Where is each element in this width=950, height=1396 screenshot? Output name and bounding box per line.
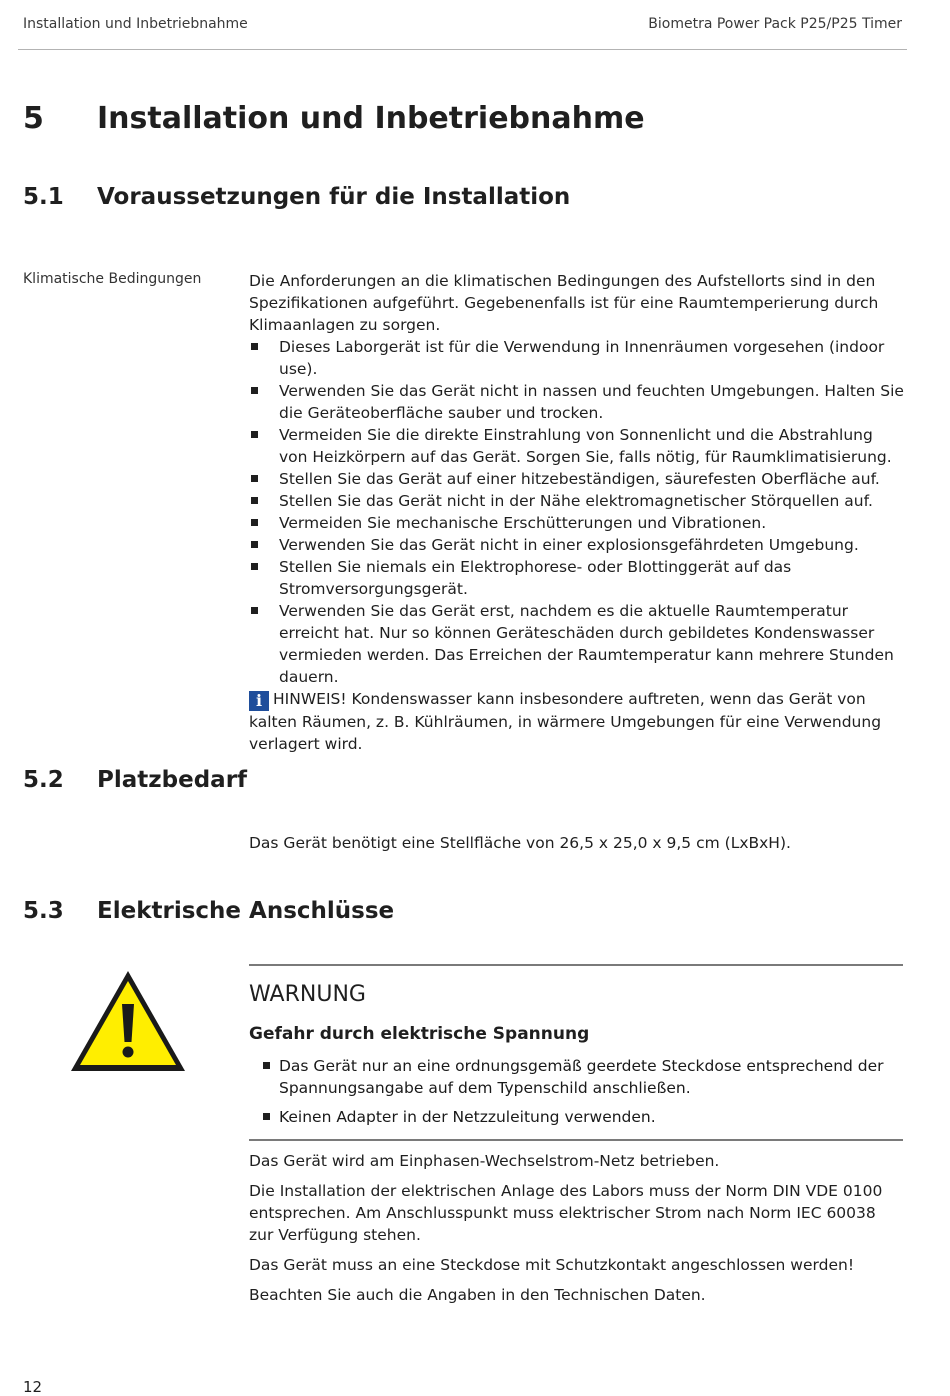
square-bullet-icon <box>251 563 258 570</box>
list-item: Stellen Sie das Gerät nicht in der Nähe elektromagnetischer Störquellen auf. <box>249 490 904 512</box>
square-bullet-icon <box>251 497 258 504</box>
square-bullet-icon <box>251 431 258 438</box>
warning-top-rule <box>249 964 903 966</box>
section-number-5-2: 5.2 <box>23 767 64 793</box>
warning-bottom-rule <box>249 1139 903 1141</box>
list-item: Stellen Sie das Gerät auf einer hitzebeständigen, säurefesten Oberfläche auf. <box>249 468 904 490</box>
square-bullet-icon <box>263 1113 270 1120</box>
square-bullet-icon <box>251 475 258 482</box>
running-header-left: Installation und Inbetriebnahme <box>23 16 248 32</box>
list-item: Stellen Sie niemals ein Elektrophorese- oder Blottinggerät auf das Stromversorgungsgerät. <box>249 556 904 600</box>
chapter-title: Installation und Inbetriebnahme <box>97 101 645 136</box>
square-bullet-icon <box>251 541 258 548</box>
paragraph: Das Gerät muss an eine Steckdose mit Schutzkontakt angeschlossen werden! <box>249 1256 855 1274</box>
square-bullet-icon <box>251 519 258 526</box>
info-icon: i <box>249 691 269 711</box>
section-number-5-3: 5.3 <box>23 898 64 924</box>
list-item: Vermeiden Sie die direkte Einstrahlung von Sonnenlicht und die Abstrahlung von Heizkörpern auf das Gerät. Sorgen Sie, falls nötig, für Raumklimatisierung. <box>249 424 904 468</box>
square-bullet-icon <box>263 1062 270 1069</box>
section-title-5-3: Elektrische Anschlüsse <box>97 898 395 924</box>
warning-title: WARNUNG <box>249 982 366 1007</box>
list-item: Das Gerät nur an eine ordnungsgemäß geerdete Steckdose entsprechend der Spannungsangabe auf dem Typenschild anschließen. <box>263 1055 903 1099</box>
square-bullet-icon <box>251 343 258 350</box>
section-5-1-body <box>249 270 904 755</box>
chapter-number: 5 <box>23 101 44 136</box>
list-item: Verwenden Sie das Gerät erst, nachdem es die aktuelle Raumtemperatur erreicht hat. Nur so können Geräteschäden durch gebildetes Kondenswasser vermieden werden. Das Erreichen der Raumtemperatur kann mehrere Stunden dauern. <box>249 600 904 688</box>
square-bullet-icon <box>251 387 258 394</box>
side-label-climate: Klimatische Bedingungen <box>23 271 202 287</box>
warning-list <box>263 1055 903 1135</box>
list-item: Dieses Laborgerät ist für die Verwendung in Innenräumen vorgesehen (indoor use). <box>249 336 904 380</box>
paragraph: Beachten Sie auch die Angaben in den Technischen Daten. <box>249 1286 706 1304</box>
paragraph: Das Gerät wird am Einphasen-Wechselstrom-Netz betrieben. <box>249 1152 720 1170</box>
header-divider <box>18 49 907 50</box>
list-item: Verwenden Sie das Gerät nicht in nassen und feuchten Umgebungen. Halten Sie die Geräteoberfläche sauber und trocken. <box>249 380 904 424</box>
climate-requirements-list <box>249 336 904 688</box>
paragraph: Die Installation der elektrischen Anlage des Labors muss der Norm DIN VDE 0100 entsprechen. Am Anschlusspunkt muss elektrischer Strom nach Norm IEC 60038 zur Verfügung stehen. <box>249 1182 883 1244</box>
list-item: Verwenden Sie das Gerät nicht in einer explosionsgefährdeten Umgebung. <box>249 534 904 556</box>
section-title-5-1: Voraussetzungen für die Installation <box>97 184 571 210</box>
section-number-5-1: 5.1 <box>23 184 64 210</box>
page-number: 12 <box>23 1378 43 1396</box>
warning-triangle-icon <box>68 968 188 1074</box>
intro-paragraph: Die Anforderungen an die klimatischen Bedingungen des Aufstellorts sind in den Spezifikationen aufgeführt. Gegebenenfalls ist für eine Raumtemperierung durch Klimaanlagen zu sorgen. <box>249 272 879 334</box>
section-title-5-2: Platzbedarf <box>97 767 248 793</box>
running-header-right: Biometra Power Pack P25/P25 Timer <box>648 16 902 32</box>
space-requirement-text: Das Gerät benötigt eine Stellfläche von 26,5 x 25,0 x 9,5 cm (LxBxH). <box>249 834 791 852</box>
list-item: Vermeiden Sie mechanische Erschütterungen und Vibrationen. <box>249 512 904 534</box>
condensation-note: i HINWEIS! Kondenswasser kann insbesondere auftreten, wenn das Gerät von kalten Räumen, z. B. Kühlräumen, in wärmere Umgebungen für eine Verwendung verlagert wird. <box>249 690 882 753</box>
list-item: Keinen Adapter in der Netzzuleitung verwenden. <box>263 1106 903 1128</box>
electrical-paragraphs <box>249 1150 904 1314</box>
warning-subtitle: Gefahr durch elektrische Spannung <box>249 1024 590 1044</box>
square-bullet-icon <box>251 607 258 614</box>
